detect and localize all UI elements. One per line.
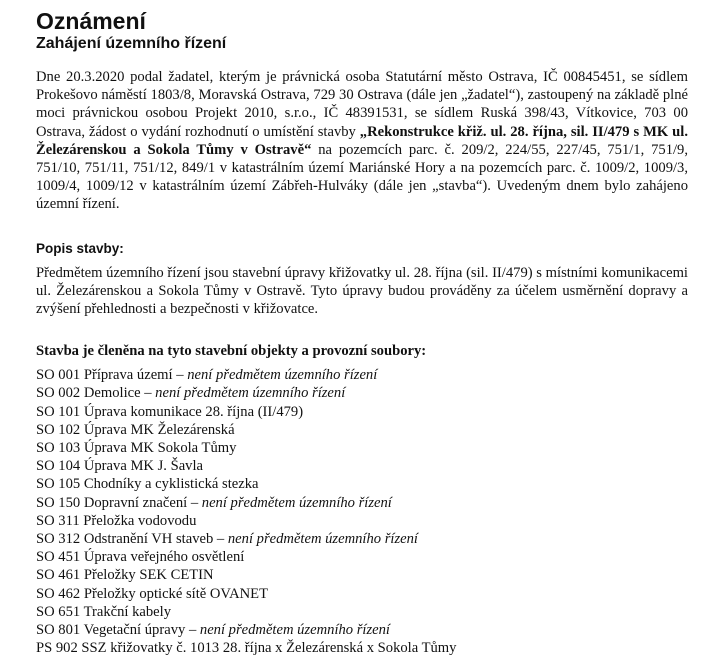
list-item [36,603,688,621]
list-item-text: SO 150 Dopravní značení [36,494,188,511]
list-item-text: SO 462 Přeložky optické sítě OVANET [36,585,268,602]
page-subtitle: Zahájení územního řízení [36,35,227,52]
list-item [36,494,688,512]
list-item [36,421,688,439]
list-item [36,457,688,475]
objects-list [36,366,688,657]
list-item [36,530,688,548]
list-item-note: – není předmětem územního řízení [187,494,392,511]
list-item-text: SO 801 Vegetační úpravy [36,622,186,639]
description-heading: Popis stavby: [36,240,124,256]
list-item-note: – není předmětem územního řízení [185,622,390,639]
list-item-text: SO 002 Demolice [36,385,141,402]
list-item-text: SO 312 Odstranění VH staveb [36,531,214,548]
list-item-text: SO 101 Úprava komunikace 28. října (II/479) [36,403,304,420]
list-item-text: SO 105 Chodníky a cyklistická stezka [36,476,259,493]
list-item-text: PS 902 SSZ křižovatky č. 1013 28. října x Železárenská x Sokola Tůmy [36,640,457,657]
list-item [36,639,688,657]
list-item-text: SO 104 Úprava MK J. Šavla [36,458,204,475]
list-item [36,512,688,530]
list-item-text: SO 651 Trakční kabely [36,603,171,620]
intro-paragraph [36,68,688,214]
list-item [36,566,688,584]
list-item [36,475,688,493]
intro-text-start: Dne 20.3.2020 podal žadatel, kterým je právnická osoba Statutární město Ostrava, IČ 00845451, se sídlem Prokešovo náměstí 1803/8, Moravská Ostrava, 729 30 Ostrava (dále jen „žadatel“), zastoupený na základě plné moci právnickou osobou Projekt 2010, s.r.o., IČ 48391531, se sídlem Ruská 398/43, Vítkovice, 703 00 Ostrava, žádost o vydání rozhodnutí o umístění stavby [36,69,688,140]
list-item [36,366,688,384]
list-item-text: SO 461 Přeložky SEK CETIN [36,567,214,584]
list-item-text: SO 103 Úprava MK Sokola Tůmy [36,440,237,457]
list-item-note: – není předmětem územního řízení [213,531,418,548]
intro-text-end: na pozemcích parc. č. 209/2, 224/55, 227/45, 751/1, 751/9, 751/10, 751/11, 751/12, 849/1 v katastrálním území Mariánské Hory a na pozemcích parc. č. 1009/2, 1009/3, 1009/4, 1009/12 v katastrálním území Zábřeh-Hulváky (dále jen „stavba“). Uvedeným dnem bylo zahájeno územní řízení. [36,141,689,213]
list-item [36,585,688,603]
list-item-text: SO 311 Přeložka vodovodu [36,512,197,529]
list-item-text: SO 001 Příprava území [36,367,173,384]
list-item [36,439,688,457]
project-name: „Rekonstrukce křiž. ul. 28. října, sil. II/479 s MK ul. Železárenskou a Sokola Tůmy v Ostravě“ [36,123,688,158]
list-item [36,403,688,421]
list-item-text: SO 102 Úprava MK Železárenská [36,421,235,438]
list-item [36,621,688,639]
page-title: Oznámení [36,8,146,34]
document-page [36,8,688,657]
list-item-note: – není předmětem územního řízení [140,385,346,402]
list-item [36,384,688,402]
list-item-note: – není předmětem územního řízení [172,367,378,384]
list-item-text: SO 451 Úprava veřejného osvětlení [36,549,245,566]
objects-heading: Stavba je členěna na tyto stavební objekty a provozní soubory: [36,343,427,360]
description-paragraph: Předmětem územního řízení jsou stavební úpravy křižovatky ul. 28. října (sil. II/479) s místními komunikacemi ul. Železárenskou a Sokola Tůmy v Ostravě. Tyto úpravy budou prováděny za účelem usměrnění dopravy a zvýšení přehlednosti a bezpečnosti v křižovatce. [36,264,688,318]
list-item [36,548,688,566]
